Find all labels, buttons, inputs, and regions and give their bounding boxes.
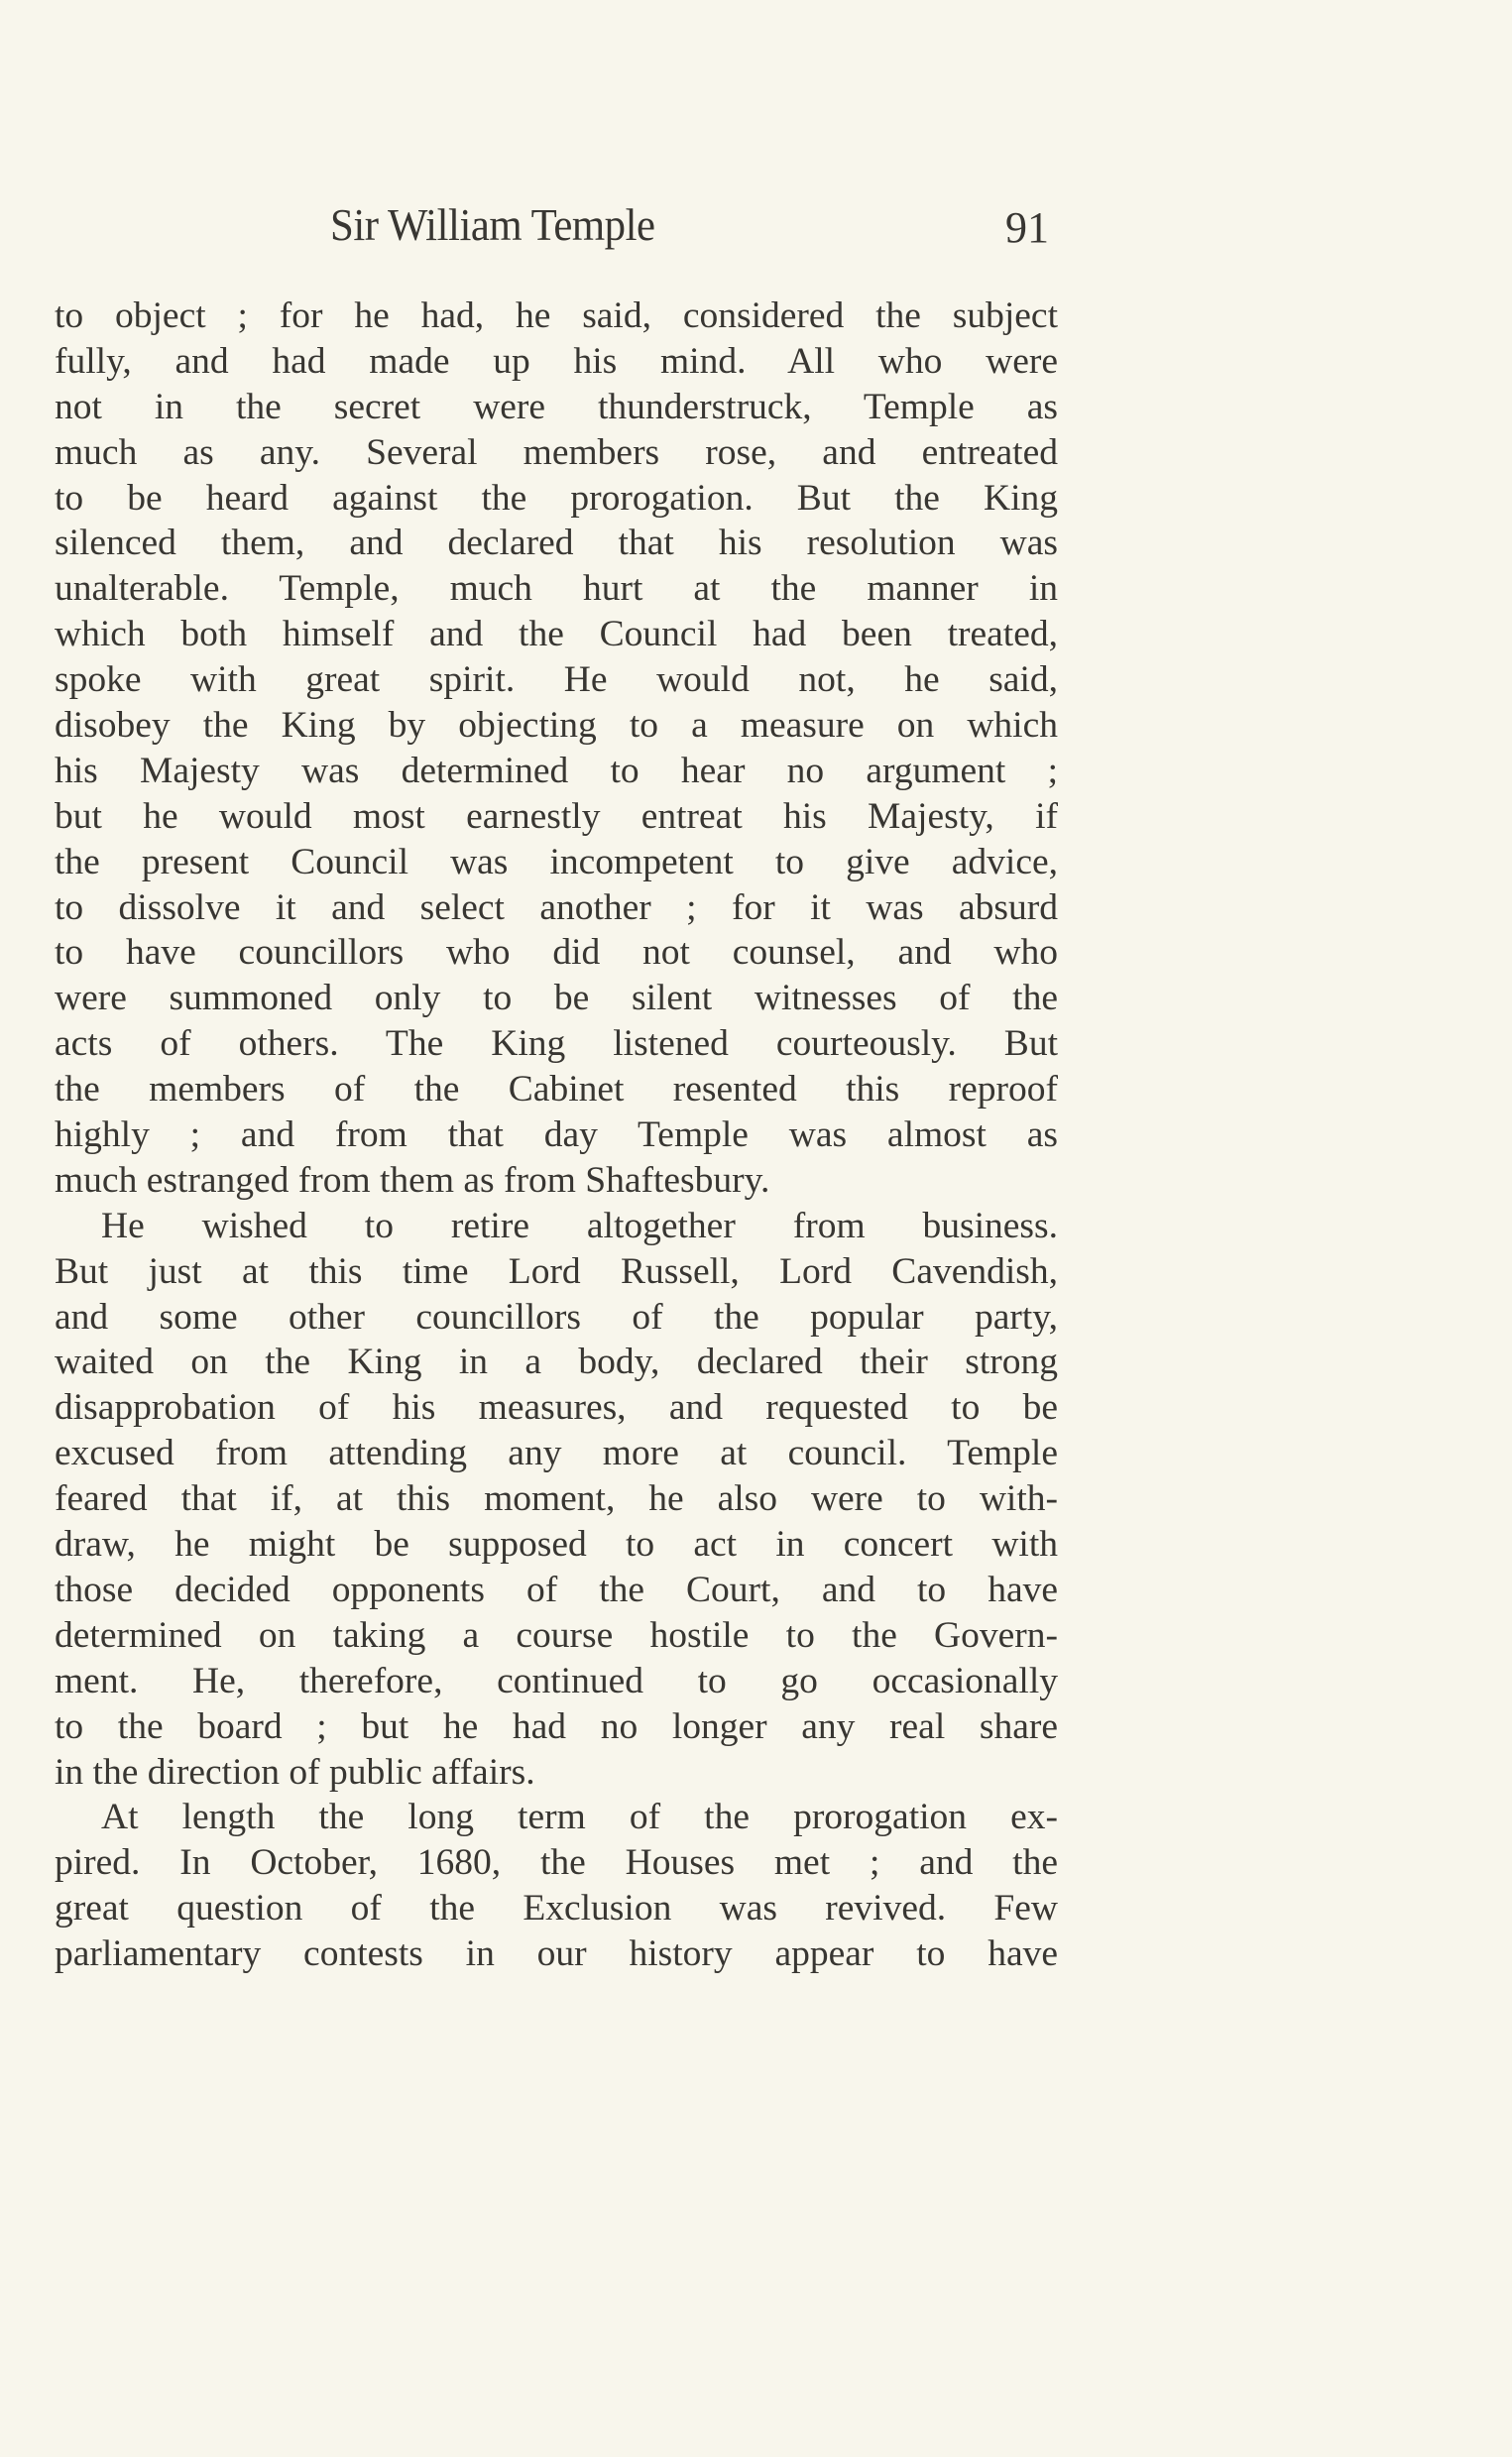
text-line: But just at this time Lord Russell, Lord Cavendish, — [55, 1250, 1058, 1292]
text-line: in the direction of public affairs. — [55, 1751, 535, 1793]
text-line: disobey the King by objecting to a measure on which — [55, 705, 1058, 747]
text-line: silenced them, and declared that his resolution was — [55, 523, 1058, 564]
text-line: were summoned only to be silent witnesses of the — [55, 978, 1058, 1019]
text-line: spoke with great spirit. He would not, he said, — [55, 659, 1058, 701]
text-line: highly ; and from that day Temple was almost as — [55, 1114, 1058, 1156]
text-line: much estranged from them as from Shaftesbury. — [55, 1159, 770, 1201]
running-header — [0, 198, 1512, 258]
text-line: feared that if, at this moment, he also were to with- — [55, 1478, 1058, 1520]
text-line: much as any. Several members rose, and entreated — [55, 431, 1058, 473]
paragraph — [55, 1795, 1058, 1977]
text-line: to be heard against the prorogation. But the King — [55, 477, 1058, 519]
text-line: those decided opponents of the Court, and to have — [55, 1569, 1058, 1610]
page-number: 91 — [1005, 203, 1049, 252]
paragraph — [55, 1204, 1058, 1796]
text-line: At length the long term of the prorogation ex- — [101, 1797, 1058, 1838]
text-line: unalterable. Temple, much hurt at the manner in — [55, 568, 1058, 610]
text-line: to the board ; but he had no longer any real share — [55, 1705, 1058, 1747]
text-line: to dissolve it and select another ; for it was absurd — [55, 886, 1058, 928]
text-line: to object ; for he had, he said, considered the subject — [55, 295, 1058, 336]
text-line: to have councillors who did not counsel, and who — [55, 932, 1058, 974]
text-line: He wished to retire altogether from business. — [101, 1205, 1058, 1246]
text-line: disapprobation of his measures, and requested to be — [55, 1387, 1058, 1429]
text-line: and some other councillors of the popular party, — [55, 1296, 1058, 1338]
text-line: the present Council was incompetent to give advice, — [55, 841, 1058, 882]
text-line: draw, he might be supposed to act in concert with — [55, 1524, 1058, 1566]
paragraph — [55, 293, 1058, 1204]
text-line: but he would most earnestly entreat his Majesty, if — [55, 795, 1058, 837]
body-text — [55, 293, 1058, 1977]
running-title: Sir William Temple — [330, 199, 655, 250]
text-line: pired. In October, 1680, the Houses met ; and the — [55, 1842, 1058, 1884]
text-line: ment. He, therefore, continued to go occasionally — [55, 1660, 1058, 1701]
text-line: the members of the Cabinet resented this reproof — [55, 1069, 1058, 1111]
text-line: excused from attending any more at council. Temple — [55, 1433, 1058, 1474]
text-line: acts of others. The King listened courteously. But — [55, 1023, 1058, 1065]
text-line: not in the secret were thunderstruck, Temple as — [55, 386, 1058, 427]
text-line: parliamentary contests in our history appear to have — [55, 1933, 1058, 1975]
text-line: great question of the Exclusion was revived. Few — [55, 1888, 1058, 1930]
text-line: his Majesty was determined to hear no argument ; — [55, 750, 1058, 791]
text-line: determined on taking a course hostile to the Govern- — [55, 1614, 1058, 1656]
text-line: fully, and had made up his mind. All who were — [55, 340, 1058, 382]
text-line: which both himself and the Council had been treated, — [55, 614, 1058, 655]
text-line: waited on the King in a body, declared their strong — [55, 1342, 1058, 1383]
